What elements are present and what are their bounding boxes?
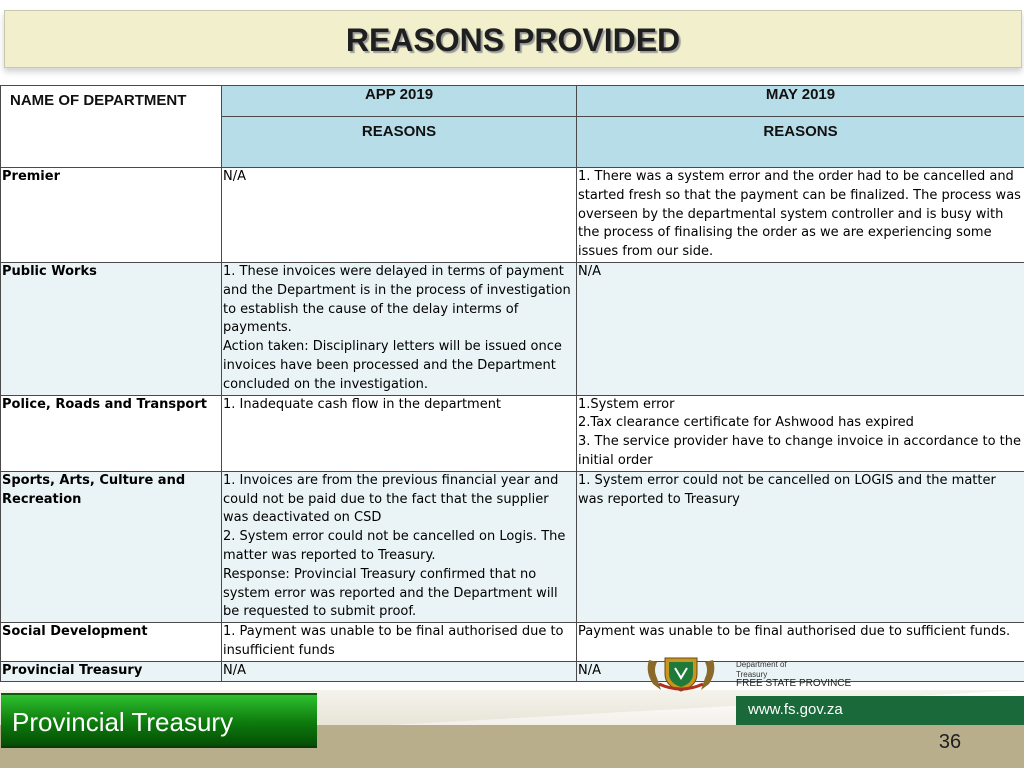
- reason-text: 1. Inadequate cash flow in the department: [223, 396, 502, 412]
- reasons-table: [0, 85, 1024, 682]
- table-row: [1, 623, 1024, 662]
- website-link[interactable]: www.fs.gov.za: [748, 701, 843, 718]
- table-row: [1, 395, 1024, 471]
- dept-line-1: Department of: [736, 660, 787, 669]
- page-number: 36: [938, 731, 962, 753]
- reason-text: 1. System error could not be cancelled on LOGIS and the matter was reported to Treasury: [578, 472, 996, 507]
- reason-text: Response: Provincial Treasury confirmed that no system error was reported and the Department will be requested to submit proof.: [223, 566, 558, 620]
- header-may-reasons: REASONS: [577, 117, 1024, 168]
- app-reason-cell: [222, 661, 577, 681]
- reason-text: 2. System error could not be cancelled on Logis. The matter was reported to Treasury.: [223, 529, 566, 563]
- header-may-2019: MAY 2019: [577, 86, 1024, 117]
- table-row: [1, 471, 1024, 622]
- table-row: [1, 661, 1024, 681]
- reason-text: Action taken: Disciplinary letters will be issued once invoices have been processed and the Department concluded on the investigation.: [223, 339, 562, 392]
- may-reason-cell: [577, 395, 1024, 471]
- department-logo-text: [736, 660, 851, 689]
- department-name: Police, Roads and Transport: [1, 395, 222, 471]
- reason-text: Payment was unable to be final authorised due to sufficient funds.: [578, 624, 1011, 640]
- coat-of-arms-icon: [643, 654, 719, 692]
- department-name: Sports, Arts, Culture and Recreation: [1, 471, 222, 622]
- reason-text: 1. Payment was unable to be final authorised due to insufficient funds: [223, 624, 564, 658]
- reason-text: 3. The service provider have to change invoice in accordance to the initial order: [578, 434, 1021, 468]
- header-app-reasons: REASONS: [222, 117, 577, 168]
- may-reason-cell: [577, 262, 1024, 395]
- reason-text: 1. Invoices are from the previous financial year and could not be paid due to the fact that the supplier was deactivated on CSD: [223, 472, 559, 526]
- slide-title: REASONS PROVIDED: [345, 22, 681, 58]
- website-box: [736, 696, 1024, 725]
- department-name: Public Works: [1, 262, 222, 395]
- may-reason-cell: [577, 471, 1024, 622]
- provincial-treasury-box: [1, 693, 317, 748]
- department-name: Social Development: [1, 623, 222, 662]
- app-reason-cell: [222, 471, 577, 622]
- dept-line-3: FREE STATE PROVINCE: [736, 678, 852, 689]
- header-app-2019: APP 2019: [222, 86, 577, 117]
- department-name: Provincial Treasury: [1, 661, 222, 681]
- reason-text: N/A: [223, 662, 246, 678]
- reason-text: 1. These invoices were delayed in terms of payment and the Department is in the process of investigation to establish the cause of the delay interms of payments.: [223, 263, 571, 336]
- reason-text: N/A: [223, 169, 246, 184]
- table-row: [1, 168, 1024, 263]
- app-reason-cell: [222, 395, 577, 471]
- table-row: [1, 262, 1024, 395]
- app-reason-cell: [222, 623, 577, 662]
- title-banner: [4, 10, 1022, 68]
- reason-text: 2.Tax clearance certificate for Ashwood has expired: [578, 415, 914, 431]
- provincial-treasury-label: Provincial Treasury: [12, 707, 234, 737]
- reason-text: 1.System error: [578, 396, 675, 412]
- dept-line-2: Treasury: [736, 669, 768, 679]
- reason-text: N/A: [578, 263, 601, 279]
- department-name: Premier: [1, 168, 222, 263]
- app-reason-cell: [222, 262, 577, 395]
- reason-text: N/A: [578, 662, 601, 678]
- app-reason-cell: [222, 168, 577, 263]
- header-department: NAME OF DEPARTMENT: [1, 86, 222, 168]
- reason-text: 1. There was a system error and the order had to be cancelled and started fresh so that the payment can be finalized. The process was overseen by the departmental system controller and is busy with the process of finalising the order as we are experiencing some issues from our side.: [578, 169, 1021, 260]
- may-reason-cell: [577, 168, 1024, 263]
